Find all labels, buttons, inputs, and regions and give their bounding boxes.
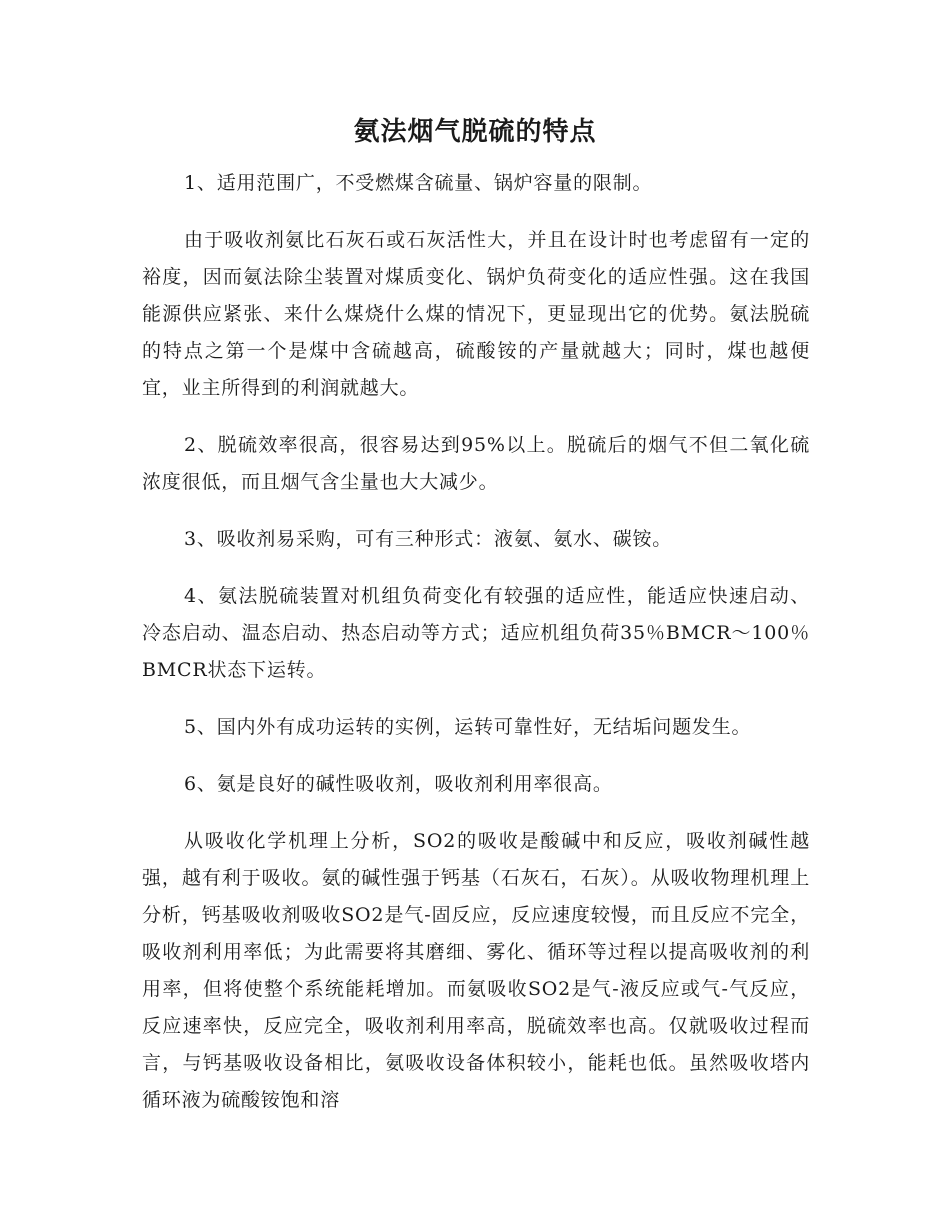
paragraph-3: 2、脱硫效率很高，很容易达到95%以上。脱硫后的烟气不但二氧化硫浓度很低，而且烟气含尘量也大大减少。: [142, 434, 810, 493]
paragraph-8: 从吸收化学机理上分析，SO2的吸收是酸碱中和反应，吸收剂碱性越强，越有利于吸收。氨的碱性强于钙基（石灰石，石灰）。从吸收物理机理上分析，钙基吸收剂吸收SO2是气-固反应，反应速度较慢，而且反应不完全，吸收剂利用率低；为此需要将其磨细、雾化、循环等过程以提高吸收剂的利用率，但将使整个系统能耗增加。而氨吸收SO2是气-液反应或气-气反应，反应速率快，反应完全，吸收剂利用率高，脱硫效率也高。仅就吸收过程而言，与钙基吸收设备相比，氨吸收设备体积较小，能耗也低。虽然吸收塔内循环液为硫酸铵饱和溶: [142, 830, 810, 1111]
paragraph-6: 5、国内外有成功运转的实例，运转可靠性好，无结垢问题发生。: [184, 716, 752, 738]
paragraph-7: 6、氨是良好的碱性吸收剂，吸收剂利用率很高。: [184, 773, 613, 795]
document-title: 氨法烟气脱硫的特点: [353, 117, 597, 147]
paragraph-4: 3、吸收剂易采购，可有三种形式：液氨、氨水、碳铵。: [184, 528, 673, 550]
paragraph-2: 由于吸收剂氨比石灰石或石灰活性大，并且在设计时也考虑留有一定的裕度，因而氨法除尘装置对煤质变化、锅炉负荷变化的适应性强。这在我国能源供应紧张、来什么煤烧什么煤的情况下，更显现出它的优势。氨法脱硫的特点之第一个是煤中含硫越高，硫酸铵的产量就越大；同时，煤也越便宜，业主所得到的利润就越大。: [142, 229, 810, 399]
paragraph-1: 1、适用范围广，不受燃煤含硫量、锅炉容量的限制。: [184, 172, 653, 194]
paragraph-5: 4、氨法脱硫装置对机组负荷变化有较强的适应性，能适应快速启动、冷态启动、温态启动、热态启动等方式；适应机组负荷35％BMCR～100％BMCR状态下运转。: [142, 585, 810, 681]
document-body: [142, 165, 810, 1139]
